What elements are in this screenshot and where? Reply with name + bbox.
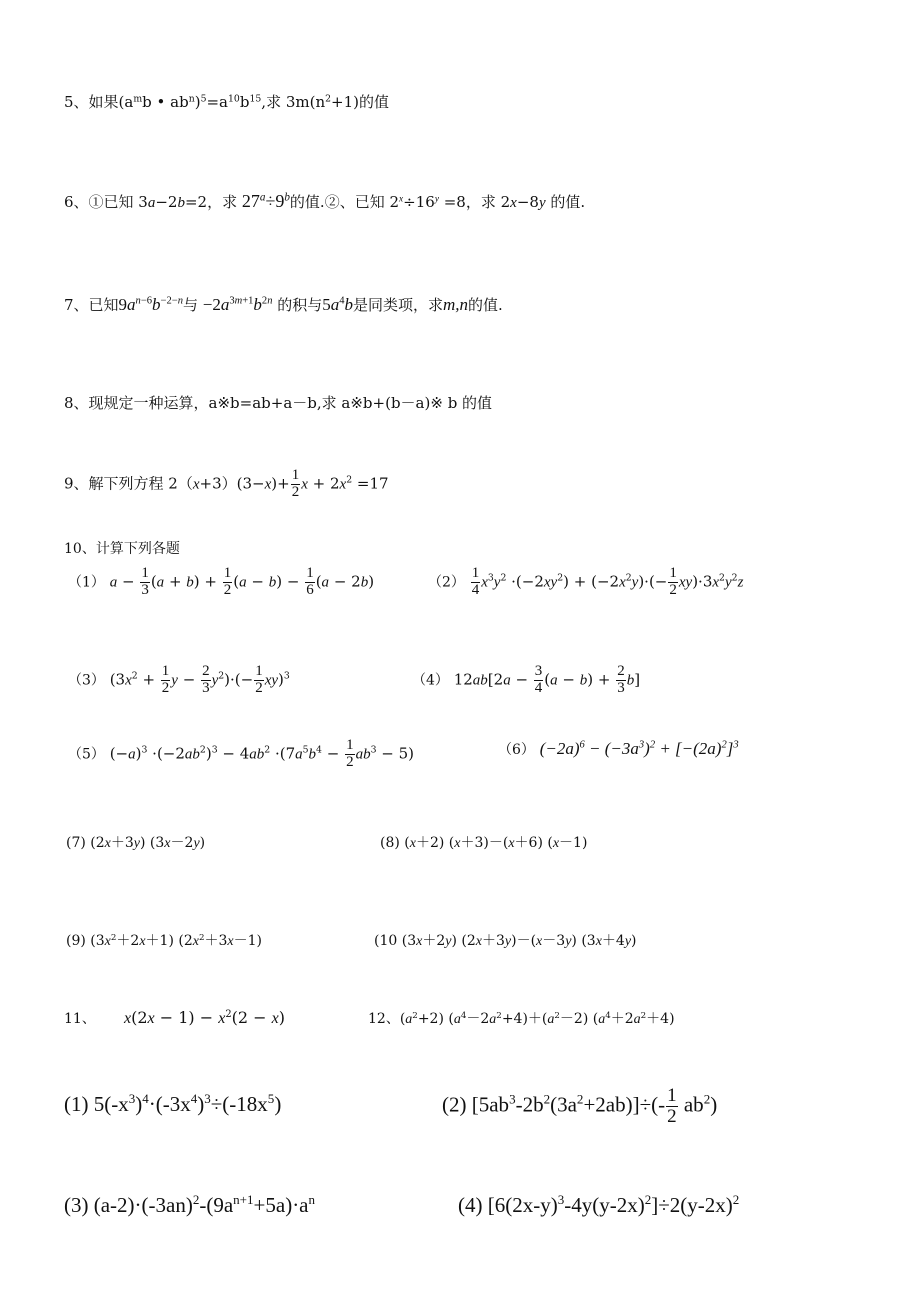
question-9: 9、解下列方程 2（x+3）(3−x)+ $\frac{1}{2}$ $x + 2x^2 =17$ [64, 467, 389, 500]
extra-problem-4: (4) $[6(2x-y)^3-4y(y-2x)^2]\div 2(y-2x)^2$ [458, 1192, 740, 1217]
problem-10-3: （3） ($3x^2$ + $\frac{1}{2}$ y − $\frac{2}{3}$ $y^2)\cdot(-$ $\frac{1}{2}$ xy)$^3$ [68, 663, 290, 696]
problem-10-9: (9) $(3x^2+2x+1)$ $(2x^2+3x-1)$ [66, 932, 263, 949]
question-11-label: 11、 [64, 1011, 96, 1027]
question-7: 7、已知$9a^{n-6}b^{-2-n}$与 $-2a^{3m+1}b^{2n}$ 的积与$5a^4b$是同类项，求m,n的值. [64, 295, 503, 314]
extra-problem-3: (3) $(a-2)\cdot(-3an)^2-(9a^{n+1}+5a)\cdot a^n$ [64, 1192, 316, 1217]
problem-10-4: （4） 12ab[2a − $\frac{3}{4}$ (a − b) + $\frac{2}{3}$ b] [412, 663, 641, 696]
problem-10-1: （1） a − $\frac{1}{3}$ (a + b) + $\frac{1}{2}$ (a − b) − $\frac{1}{6}$ (a − 2b) [68, 565, 375, 598]
problem-10-6: （6） $(-2a)^6 - (-3a^3)^2 + [-(2a)^2]^3$ [498, 739, 739, 758]
problem-10-7: (7) (2x＋3y) (3x－2y) [66, 835, 206, 851]
problem-10-5: （5） $(-a)^3 \cdot(-2ab^2)^3 - 4ab^2 \cdot(7a^5b^4$ − $\frac{1}{2}$ $ab^3 - 5$) [68, 737, 414, 770]
problem-10-10: (10 (3x＋2y) (2x＋3y)－(x－3y) (3x＋4y) [374, 933, 637, 949]
question-8: 8、现规定一种运算，a※b=ab+a－b,求 a※b+(b－a)※ b 的值 [64, 394, 493, 412]
problem-10-8: (8) (x＋2) (x＋3)－(x＋6) (x－1) [380, 835, 588, 851]
question-6: 6、①已知 3a−2b=2，求 $27^a\div 9^b$的值.②、已知 $2^x\div 16^y =8$，求 2x−8y 的值. [64, 191, 586, 211]
extra-problem-2: (2) $[5ab^3-2b^2(3a^2+2ab)]\div(-$ $\frac{1}{2}$ $ab^2$) [442, 1085, 718, 1127]
question-12: 12、$(a^2+2)$ $(a^4-2a^2+4)+(a^2-2)$ $(a^4+2a^2+4)$ [368, 1010, 675, 1027]
question-11: $x(2x - 1) - x^2(2 - x)$ [124, 1008, 285, 1027]
problem-10-2: （2） $\frac{1}{4}$ $x^3y^2 \cdot(-2xy^2) + (-2x^2y)\cdot(-$ $\frac{1}{2}$ $xy)\cdot 3x^2y^2z$ [428, 565, 744, 598]
extra-problem-1: (1) $5(-x^3)^4\cdot(-3x^4)^3\div(-18x^5)$ [64, 1091, 282, 1116]
question-5: 5、如果($a^mb$ • $ab^n)^5=a^{10}b^{15}$,求 $3m(n^2+1)$的值 [64, 93, 390, 111]
question-10-title: 10、计算下列各题 [64, 541, 180, 557]
